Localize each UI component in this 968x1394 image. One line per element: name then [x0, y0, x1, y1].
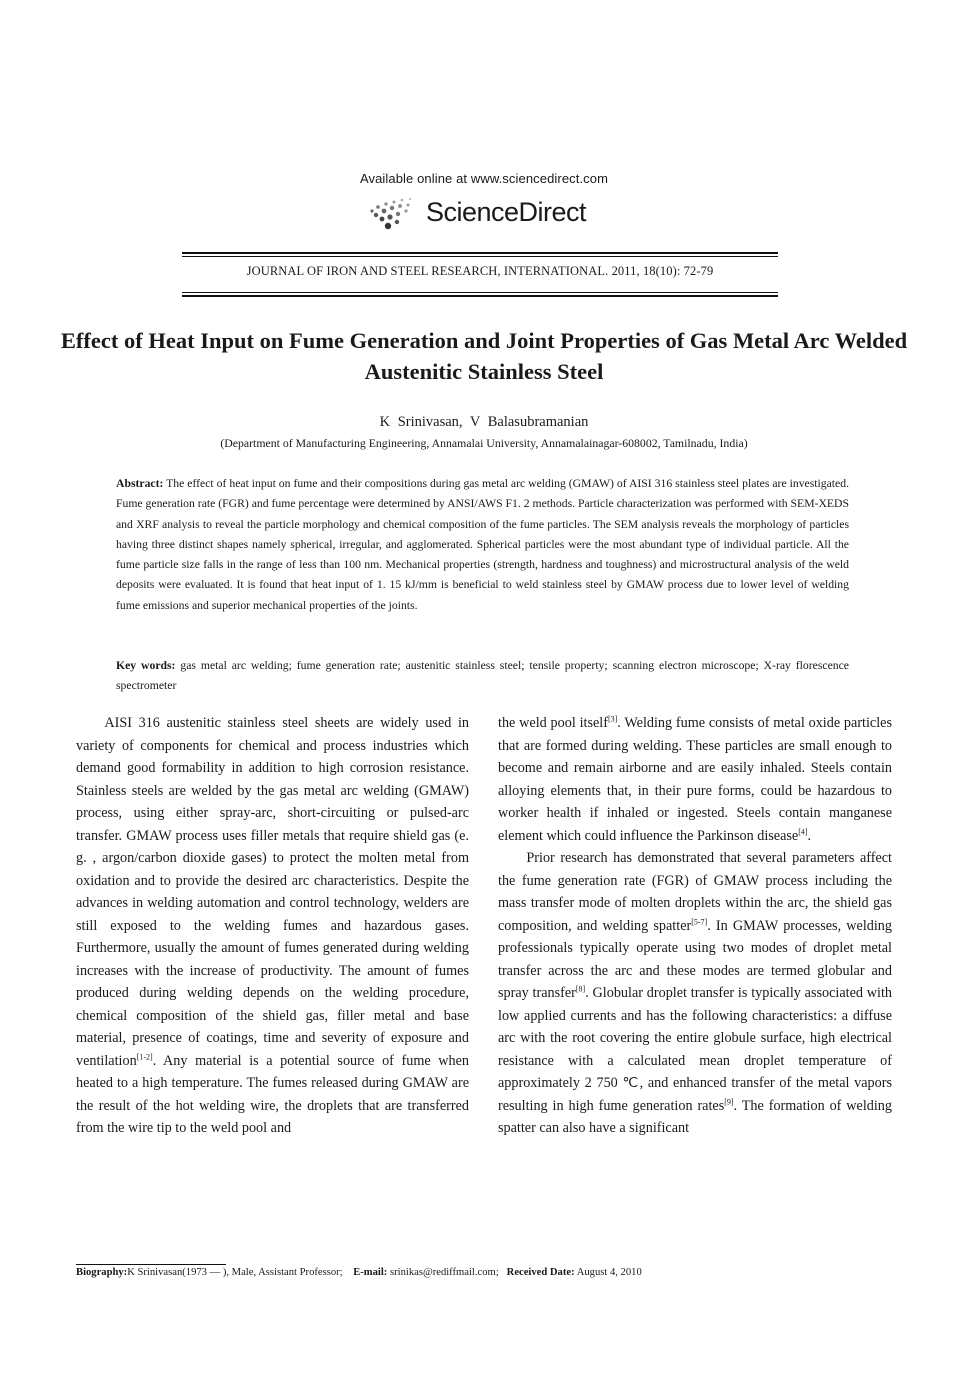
- biography-text: K Srinivasan(1973 — ), Male, Assistant Professor;: [127, 1267, 343, 1278]
- email-label: E-mail:: [353, 1267, 388, 1278]
- brand-name: ScienceDirect: [426, 197, 587, 227]
- body-text: . Any material is a potential source of fume when heated to a high temperature. The fumes released during GMAW are the result of the hot welding wire, the droplets that are transferred from the wire tip to the weld pool and: [76, 1052, 469, 1136]
- keywords-label: Key words:: [116, 659, 176, 672]
- body-text: . The formation of welding spatter can also have a significant: [498, 1097, 892, 1136]
- citation[interactable]: [4]: [798, 826, 808, 836]
- header-rule-top: [182, 252, 778, 254]
- citation[interactable]: [1-2]: [136, 1051, 153, 1061]
- body-paragraph: [498, 712, 892, 847]
- keywords-text: gas metal arc welding; fume generation rate; austenitic stainless steel; tensile property; scanning electron microscope; X-ray florescence spectrometer: [116, 659, 849, 693]
- sciencedirect-brand: [366, 193, 606, 233]
- footnote-rule: [76, 1264, 226, 1265]
- body-text: the weld pool itself: [498, 715, 608, 731]
- abstract-text: The effect of heat input on fume and their compositions during gas metal arc welding (GMAW) of AISI 316 stainless steel plates are investigated. Fume generation rate (FGR) and fume percentage were determined by ANSI/AWS F1. 2 methods. Particle characterization was performed with SEM-XEDS and XRF analysis to reveal the particle morphology and chemical composition of the fume particles. The SEM analysis reveals the morphology of particles having three distinct shapes namely spherical, irregular, and agglomerated. Spherical particles were the most abundant type of individual particle. All the fume particle size falls in the range of less than 100 nm. Mechanical properties (strength, hardness and toughness) and microstructural analysis of the weld deposits were evaluated. It is found that heat input of 1. 15 kJ/mm is beneficial to weld stainless steel by GMAW process due to lower level of welding fume emissions and superior mechanical properties of the joints.: [116, 477, 849, 612]
- email-value[interactable]: srinikas@rediffmail.com;: [390, 1267, 499, 1278]
- body-column-right: [498, 712, 892, 1140]
- body-paragraph: [498, 847, 892, 1140]
- header-rule-bottom: [182, 295, 778, 297]
- citation[interactable]: [8]: [575, 984, 586, 994]
- sciencedirect-dots-icon: [366, 197, 424, 231]
- citation[interactable]: [5-7]: [691, 916, 708, 926]
- body-text: AISI 316 austenitic stainless steel sheets are widely used in variety of components for chemical and process industries which demand good formability in addition to high corrosion resistance. Stainless steels are welded by the gas metal arc welding (GMAW) process, using either spray-arc, short-circuiting or pulsed-arc transfer. GMAW process uses filler metals that require shield gas (e. g. , argon/carbon dioxide gases) to protect the molten metal from oxidation and to provide the desired arc characteristics. Despite the advances in welding automation and control technology, welders are still exposed to the welding fumes and hazardous gases. Furthermore, usually the amount of fumes generated during welding increases with the increase of productivity. The amount of fumes produced during welding depends on the welding procedure, chemical composition of the shield gas, filler metal and base material, presence of coatings, time and severity of exposure and ventilation: [76, 715, 469, 1069]
- journal-line: JOURNAL OF IRON AND STEEL RESEARCH, INTERNATIONAL. 2011, 18(10): 72-79: [246, 264, 714, 278]
- header-rule-top-thin: [182, 256, 778, 257]
- received-date-value: August 4, 2010: [576, 1267, 642, 1278]
- authors: K Srinivasan, V Balasubramanian: [379, 414, 589, 430]
- abstract: [116, 474, 849, 616]
- biography-footnote: [76, 1267, 896, 1278]
- body-text: Prior research has demonstrated that several parameters affect the fume generation rate (FGR) of GMAW process including the mass transfer mode of molten droplets within the arc, the shield gas composition, and welding spatter: [498, 850, 892, 934]
- body-paragraph: [76, 712, 469, 1140]
- received-date-label: Received Date:: [506, 1267, 575, 1278]
- header-rule-bottom-thin: [182, 292, 778, 293]
- body-text: . Welding fume consists of metal oxide particles that are formed during welding. These particles are small enough to become and remain airborne and are easily inhaled. Steels contain alloying elements that, in their pure forms, could be hazardous to worker health if inhaled or ingested. Steels contain manganese element which could influence the Parkinson disease: [498, 715, 892, 844]
- body-text: . Globular droplet transfer is typically associated with low applied currents and has the following characteristics: a diffuse arc with the root covering the entire globule surface, high electrical resistance with a calculated mean droplet temperature of approximately 2 750 ℃, and enhanced transfer of the metal vapors resulting in high fume generation rates: [498, 985, 892, 1114]
- article-title: Effect of Heat Input on Fume Generation and Joint Properties of Gas Metal Arc Welded Austenitic Stainless Steel: [60, 328, 908, 384]
- citation[interactable]: [3]: [607, 714, 618, 724]
- keywords: [116, 656, 849, 697]
- abstract-label: Abstract:: [116, 477, 164, 490]
- citation[interactable]: [9]: [724, 1096, 734, 1106]
- body-text: .: [807, 827, 812, 844]
- biography-label: Biography:: [76, 1267, 128, 1278]
- affiliation: (Department of Manufacturing Engineering, Annamalai University, Annamalainagar-608002, Tamilnadu, India): [220, 436, 748, 450]
- available-online-line: Available online at www.sciencedirect.com: [359, 171, 609, 186]
- body-column-left: [76, 712, 469, 1140]
- body-text: . In GMAW processes, welding professionals typically operate using two modes of droplet metal transfer across the arc and these modes are termed globular and spray transfer: [498, 917, 892, 1001]
